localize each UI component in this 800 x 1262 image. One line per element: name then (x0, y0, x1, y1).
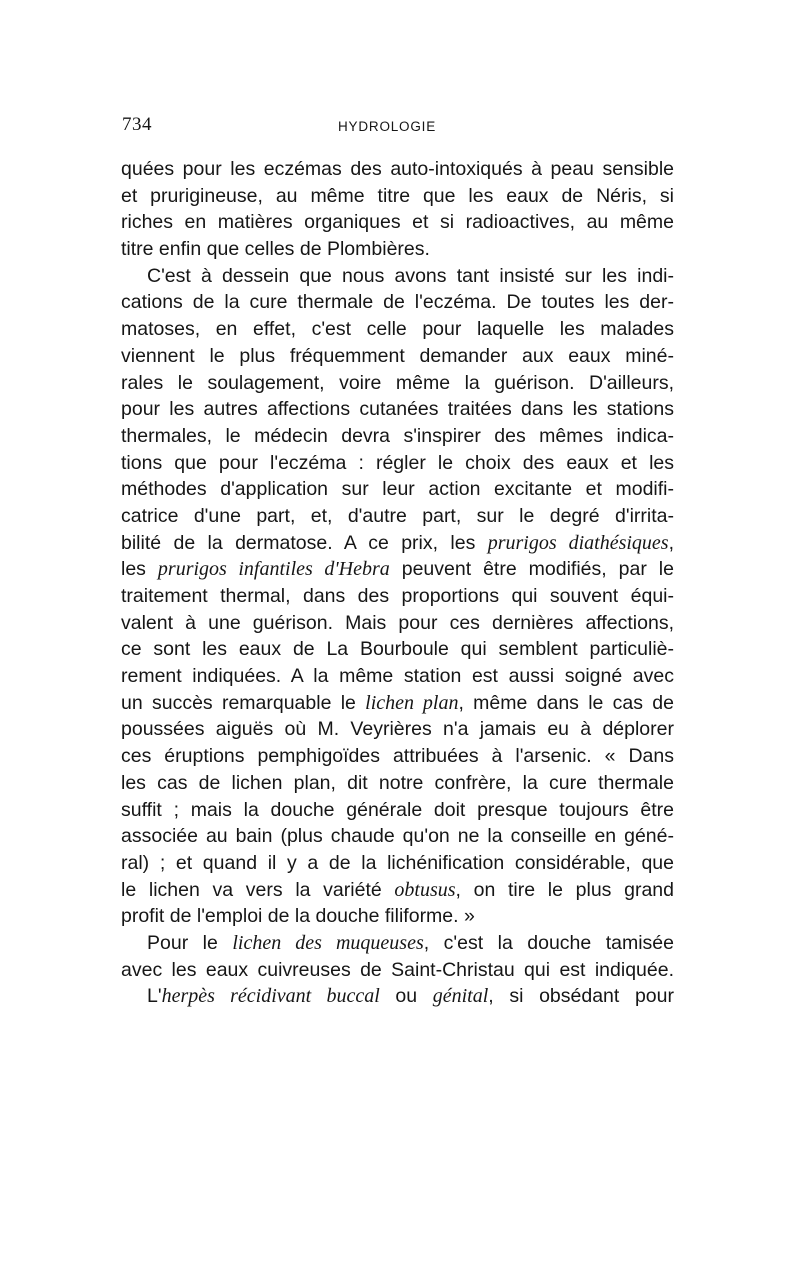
text-line (121, 530, 674, 557)
text-segment: , même dans le cas de (458, 691, 674, 714)
text-line (121, 983, 674, 1010)
text-segment: le lichen va vers la variété (121, 878, 395, 901)
text-line (121, 957, 674, 984)
text-line (121, 263, 674, 290)
text-line (121, 716, 674, 743)
text-line (121, 903, 674, 930)
text-segment: , si obsédant pour (488, 985, 674, 1008)
text-segment: ou (379, 985, 433, 1008)
text-line (121, 636, 674, 663)
text-segment: traitement thermal, dans des proportions qui souvent équi- (121, 585, 674, 607)
text-line (121, 930, 674, 957)
text-segment: quées pour les eczémas des auto-intoxiqués à peau sensible (121, 158, 674, 180)
text-segment: , on tire le plus grand (455, 878, 674, 901)
text-line (121, 183, 674, 210)
text-segment: profit de l'emploi de la douche filiforme. » (121, 905, 475, 928)
text-line (121, 423, 674, 450)
text-segment: riches en matières organiques et si radioactives, au même (121, 211, 674, 234)
text-line (121, 663, 674, 690)
text-segment: rement indiquées. A la même station est aussi soigné avec (121, 665, 674, 688)
text-line (121, 450, 674, 477)
text-segment: suffit ; mais la douche générale doit presque toujours être (121, 798, 674, 821)
text-line (121, 370, 674, 397)
text-segment: les (121, 558, 158, 581)
text-segment: Pour le (147, 931, 233, 954)
text-segment: tions que pour l'eczéma : régler le choix des eaux et les (121, 451, 674, 474)
italic-text: génital (432, 985, 489, 1008)
text-line (121, 289, 674, 316)
text-segment: ce sont les eaux de La Bourboule qui semblent particuliè- (121, 638, 674, 661)
italic-text: lichen plan (365, 691, 459, 714)
running-head: HYDROLOGIE (338, 119, 437, 134)
text-segment: un succès remarquable le (121, 691, 366, 714)
text-segment: matoses, en effet, c'est celle pour laquelle les malades (121, 318, 674, 341)
page-header (122, 114, 678, 138)
text-line (121, 770, 674, 797)
text-segment: ces éruptions pemphigoïdes attribuées à l'arsenic. « Dans (121, 745, 674, 768)
text-segment: les cas de lichen plan, dit notre confrère, la cure thermale (121, 771, 674, 794)
text-segment: C'est à dessein que nous avons tant insisté sur les indi- (147, 264, 674, 287)
italic-text: herpès récidivant buccal (161, 985, 380, 1008)
text-segment: viennent le plus fréquemment demander aux eaux miné- (121, 344, 674, 367)
text-segment: avec les eaux cuivreuses de Saint-Christau qui est indiquée. (121, 958, 674, 981)
text-line (121, 877, 674, 904)
text-line (121, 823, 674, 850)
text-segment: rales le soulagement, voire même la guérison. D'ailleurs, (121, 371, 674, 394)
text-line (121, 316, 674, 343)
text-segment: thermales, le médecin devra s'inspirer des mêmes indica- (121, 424, 674, 447)
text-line (121, 583, 674, 610)
text-segment: , c'est la douche tamisée (423, 931, 674, 954)
text-segment: L' (147, 985, 162, 1008)
text-segment: titre enfin que celles de Plombières. (121, 238, 430, 261)
text-segment: , (668, 531, 674, 554)
text-segment: cations de la cure thermale de l'eczéma. De toutes les der- (121, 291, 674, 314)
text-line (121, 503, 674, 530)
text-segment: ral) ; et quand il y a de la lichénification considérable, que (121, 851, 674, 874)
text-segment: valent à une guérison. Mais pour ces dernières affections, (121, 611, 674, 634)
body-text (121, 156, 674, 1010)
text-segment: bilité de la dermatose. A ce prix, les (121, 531, 488, 554)
italic-text: obtusus (394, 878, 456, 901)
text-line (121, 797, 674, 824)
page-number: 734 (122, 114, 152, 135)
text-line (121, 343, 674, 370)
text-segment: catrice d'une part, et, d'autre part, sur le degré d'irrita- (121, 504, 674, 527)
text-segment: méthodes d'application sur leur action excitante et modifi- (121, 478, 674, 501)
italic-text: prurigos infantiles d'Hebra (157, 558, 390, 581)
text-line (121, 556, 674, 583)
text-segment: et prurigineuse, au même titre que les eaux de Néris, si (121, 184, 674, 207)
text-segment: poussées aiguës où M. Veyrières n'a jamais eu à déplorer (121, 718, 674, 741)
text-line (121, 850, 674, 877)
text-line (121, 209, 674, 236)
text-line (121, 156, 674, 183)
text-line (121, 236, 674, 263)
text-line (121, 476, 674, 503)
text-line (121, 610, 674, 637)
italic-text: lichen des muqueuses (232, 931, 424, 954)
text-line (121, 743, 674, 770)
text-line (121, 690, 674, 717)
text-line (121, 396, 674, 423)
text-segment: associée au bain (plus chaude qu'on ne la conseille en géné- (121, 825, 674, 848)
italic-text: prurigos diathésiques (487, 531, 669, 554)
text-segment: peuvent être modifiés, par le (389, 558, 674, 581)
text-segment: pour les autres affections cutanées traitées dans les stations (121, 398, 674, 421)
